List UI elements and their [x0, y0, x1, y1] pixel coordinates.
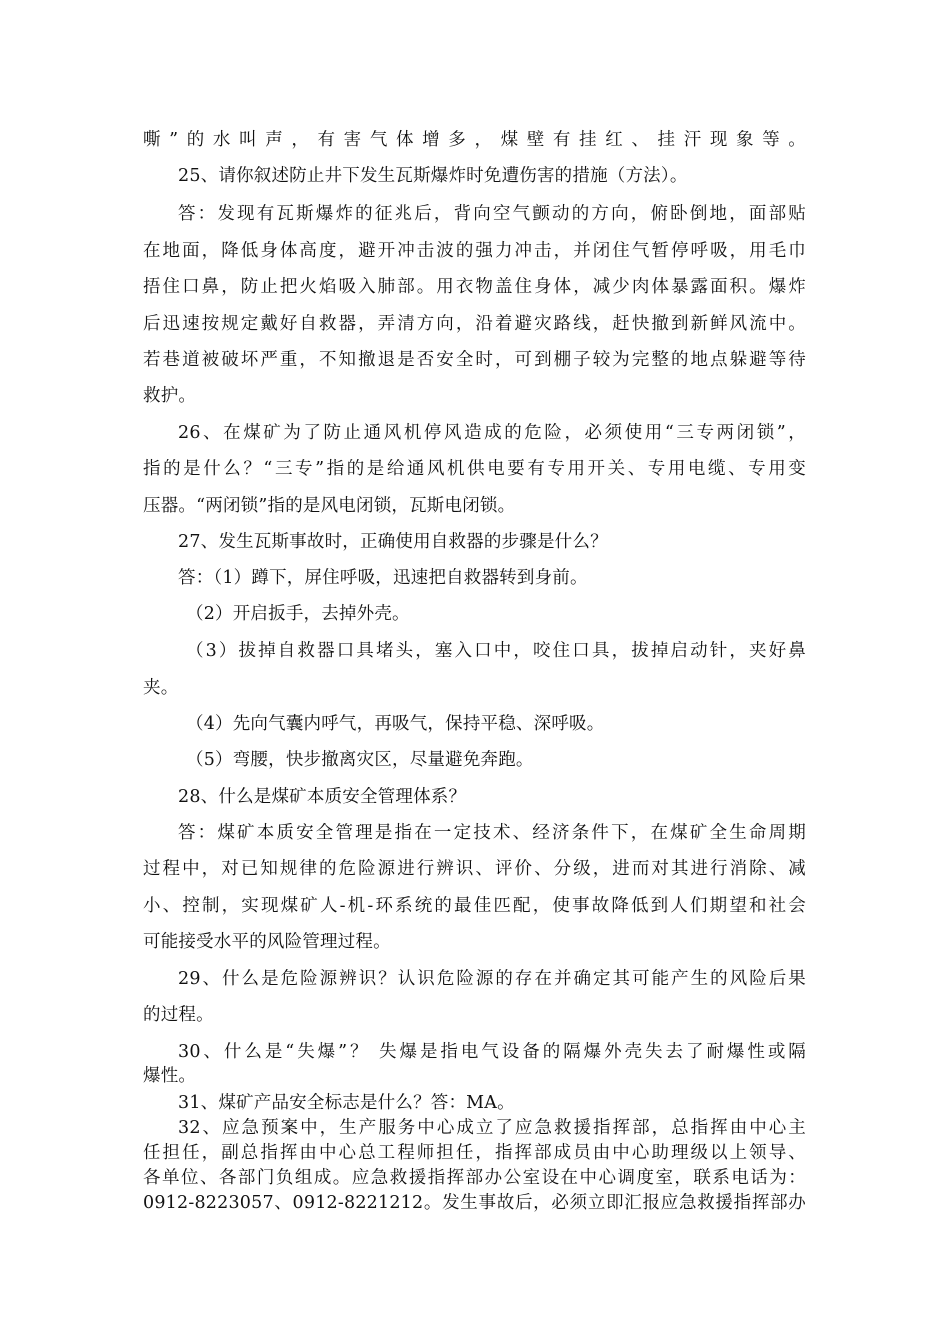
- answer-line: 后迅速按规定戴好自救器，弄清方向，沿着避灾路线，赶快撤到新鲜风流中。: [143, 314, 806, 334]
- question-28: 28、什么是煤矿本质安全管理体系？: [178, 787, 467, 807]
- text-line: 任担任，副总指挥由中心总工程师担任，指挥部成员由中心助理级以上领导、: [143, 1143, 806, 1163]
- text-line: 嘶”的水叫声，有害气体增多，煤壁有挂红、挂汗现象等。: [143, 130, 806, 150]
- answer-step-4: （4）先向气囊内呼气，再吸气，保持平稳、深呼吸。: [186, 714, 605, 734]
- answer-line: 小、控制，实现煤矿人-机-环系统的最佳匹配，使事故降低到人们期望和社会: [143, 896, 806, 916]
- question-32: 32、应急预案中，生产服务中心成立了应急救援指挥部，总指挥由中心主: [178, 1118, 806, 1138]
- answer-line: 的过程。: [143, 1005, 214, 1025]
- answer-line: 答：煤矿本质安全管理是指在一定技术、经济条件下，在煤矿全生命周期: [178, 823, 806, 843]
- answer-line: 爆性。: [143, 1066, 197, 1086]
- answer-line: 可能接受水平的风险管理过程。: [143, 932, 391, 952]
- answer-line: 在地面，降低身体高度，避开冲击波的强力冲击，并闭住气暂停呼吸，用毛巾: [143, 241, 806, 261]
- question-27: 27、发生瓦斯事故时，正确使用自救器的步骤是什么？: [178, 532, 608, 552]
- answer-line: 捂住口鼻，防止把火焰吸入肺部。用衣物盖住身体，减少肉体暴露面积。爆炸: [143, 277, 806, 297]
- answer-line: 若巷道被破坏严重，不知撤退是否安全时，可到棚子较为完整的地点躲避等待: [143, 350, 806, 370]
- answer-step-3: （3）拔掉自救器口具堵头，塞入口中，咬住口具，拔掉启动针，夹好鼻: [186, 641, 806, 661]
- answer-step-1: 答：（1）蹲下，屏住呼吸，迅速把自救器转到身前。: [178, 568, 588, 588]
- answer-line: 指的是什么？“三专”指的是给通风机供电要有专用开关、专用电缆、专用变: [143, 459, 806, 479]
- text-line: 0912-8223057、0912-8221212。发生事故后，必须立即汇报应急救援指挥部办: [143, 1193, 806, 1213]
- text-line: 各单位、各部门负组成。应急救援指挥部办公室设在中心调度室，联系电话为：: [143, 1168, 806, 1188]
- answer-step-2: （2）开启扳手，去掉外壳。: [186, 604, 410, 624]
- question-25: 25、请你叙述防止井下发生瓦斯爆炸时免遭伤害的措施（方法）。: [178, 166, 688, 186]
- question-30: 30、什么是“失爆”？ 失爆是指电气设备的隔爆外壳失去了耐爆性或隔: [178, 1042, 806, 1062]
- answer-line: 救护。: [143, 386, 197, 406]
- answer-line: 压器。“两闭锁”指的是风电闭锁，瓦斯电闭锁。: [143, 496, 516, 516]
- answer-line: 答：发现有瓦斯爆炸的征兆后，背向空气颤动的方向，俯卧倒地，面部贴: [178, 204, 806, 224]
- answer-line: 过程中，对已知规律的危险源进行辨识、评价、分级，进而对其进行消除、减: [143, 859, 806, 879]
- answer-step-5: （5）弯腰，快步撤离灾区，尽量避免奔跑。: [186, 750, 534, 770]
- answer-step-3-cont: 夹。: [143, 678, 179, 698]
- question-29: 29、什么是危险源辨识？认识危险源的存在并确定其可能产生的风险后果: [178, 969, 806, 989]
- question-26: 26、在煤矿为了防止通风机停风造成的危险，必须使用“三专两闭锁”，: [178, 423, 806, 443]
- question-31: 31、煤矿产品安全标志是什么？答：MA。: [178, 1093, 515, 1113]
